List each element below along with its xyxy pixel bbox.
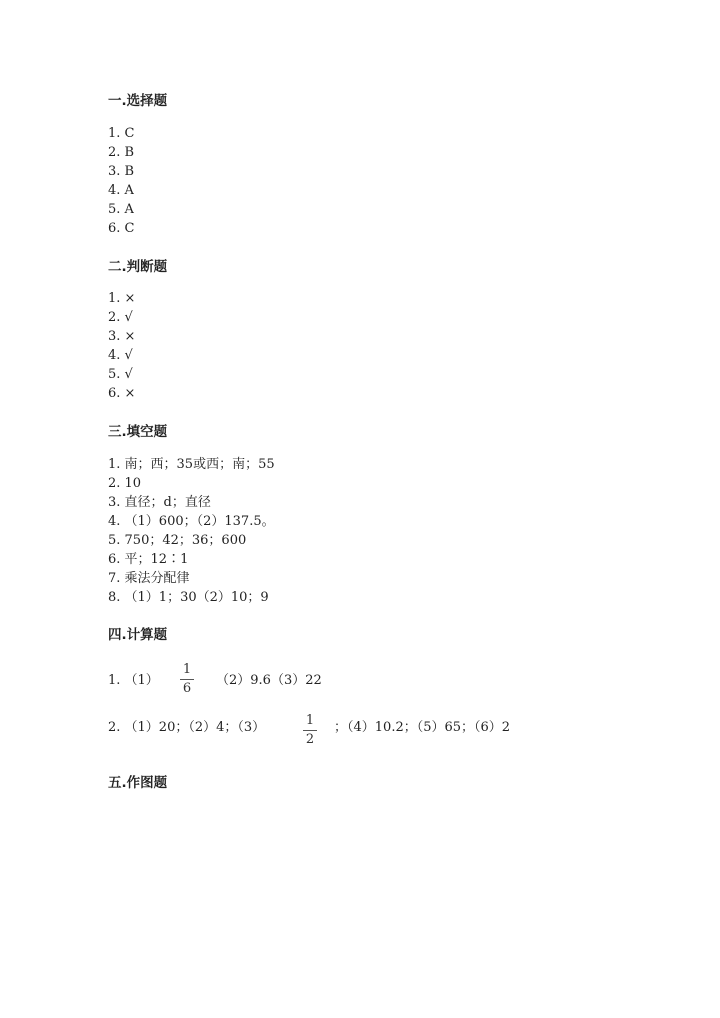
calc-q1-suffix: （2）9.6（3）22 — [216, 673, 322, 688]
list-item: 3. 直径；d；直径 — [108, 495, 211, 510]
list-item: 4. （1）600；（2）137.5。 — [108, 514, 275, 529]
fraction-denominator: 6 — [182, 681, 192, 696]
fraction-numerator: 1 — [182, 662, 192, 677]
fraction-denominator: 2 — [305, 732, 315, 747]
section-title-judge: 二.判断题 — [108, 259, 168, 275]
calc-q2-suffix: ；（4）10.2；（5）65；（6）2 — [334, 720, 511, 735]
list-item: 2. 10 — [108, 476, 142, 491]
list-item: 1. 南；西；35或西；南；55 — [108, 457, 275, 472]
list-item: 8. （1）1；30（2）10；9 — [108, 590, 269, 605]
list-item: 4. A — [108, 183, 134, 198]
list-item: 3. B — [108, 164, 135, 179]
list-item: 5. A — [108, 202, 134, 217]
list-item: 6. 平；12∶1 — [108, 552, 189, 567]
list-item: 1. C — [108, 126, 135, 141]
calc-q2-fraction — [303, 713, 317, 748]
section-title-calc: 四.计算题 — [108, 627, 168, 643]
fraction-bar — [303, 730, 317, 731]
calc-q2-prefix: 2. （1）20；（2）4；（3） — [108, 720, 266, 735]
section-title-draw: 五.作图题 — [108, 775, 168, 791]
section-title-fill: 三.填空题 — [108, 424, 168, 440]
list-item: 5. √ — [108, 367, 133, 382]
fraction-numerator: 1 — [305, 713, 315, 728]
calc-q1-prefix: 1. （1） — [108, 673, 159, 688]
list-item: 6. × — [108, 386, 136, 401]
fraction-bar — [180, 679, 194, 680]
list-item: 1. × — [108, 291, 136, 306]
list-item: 3. × — [108, 329, 136, 344]
list-item: 6. C — [108, 221, 135, 236]
list-item: 5. 750；42；36；600 — [108, 533, 247, 548]
list-item: 2. B — [108, 145, 135, 160]
list-item: 2. √ — [108, 310, 133, 325]
section-title-choice: 一.选择题 — [108, 93, 168, 109]
calc-q1-fraction — [180, 662, 194, 697]
list-item: 4. √ — [108, 348, 133, 363]
list-item: 7. 乘法分配律 — [108, 571, 190, 586]
